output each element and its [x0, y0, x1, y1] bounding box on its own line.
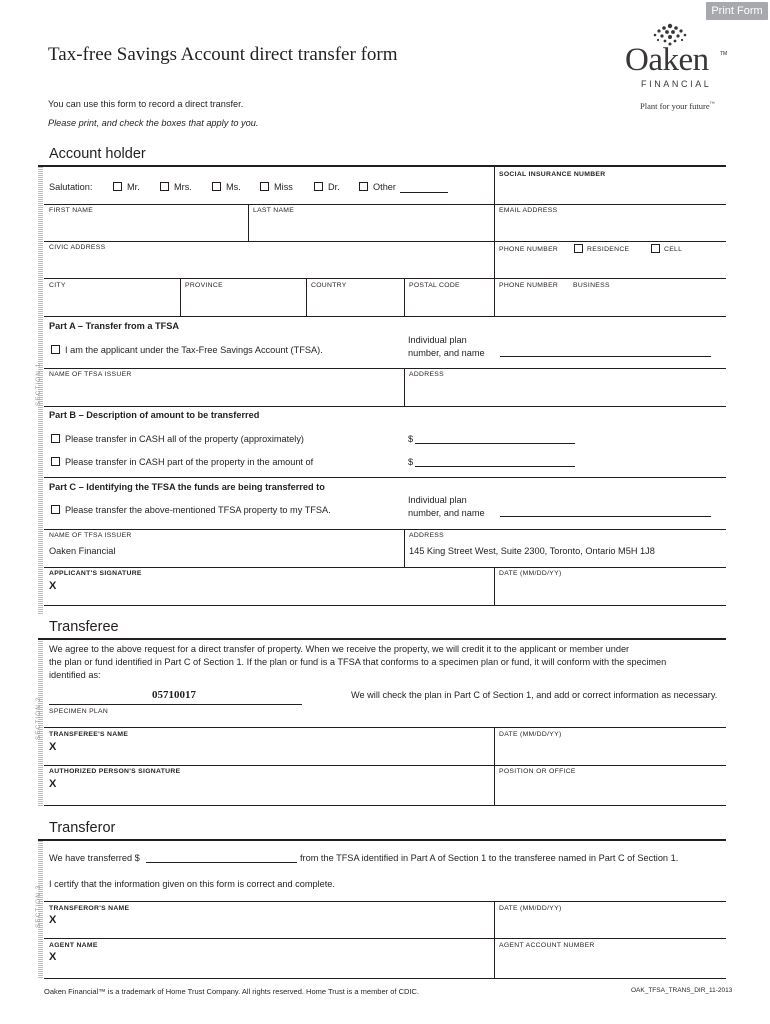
part-a-check-label: I am the applicant under the Tax-Free Savings Account (TFSA).: [65, 345, 323, 355]
divider: [44, 241, 726, 242]
transferor-heading: Transferor: [49, 820, 116, 836]
part-a-title: Part A – Transfer from a TFSA: [49, 321, 180, 331]
salutation-label: Salutation:: [49, 182, 93, 192]
divider: [44, 567, 726, 568]
section-2-side-label: SECTION 2: [35, 696, 42, 740]
issuer-address-field[interactable]: [409, 380, 725, 404]
transferee-date-field[interactable]: [499, 740, 725, 764]
part-b-all-checkbox[interactable]: [51, 434, 60, 443]
salutation-dr-label: Dr.: [328, 182, 340, 192]
position-field[interactable]: [499, 777, 725, 801]
divider: [180, 278, 181, 316]
first-name-label: FIRST NAME: [49, 207, 94, 214]
dollar-sign: $: [408, 434, 414, 444]
agent-account-label: AGENT ACCOUNT NUMBER: [499, 942, 595, 949]
divider: [44, 805, 726, 806]
divider: [44, 605, 726, 606]
email-label: EMAIL ADDRESS: [499, 207, 558, 214]
transferee-name-field[interactable]: [62, 740, 490, 764]
issuer-address-label-2: ADDRESS: [409, 532, 444, 539]
certify-statement: I certify that the information given on this form is correct and complete.: [49, 879, 335, 889]
salutation-mrs-checkbox[interactable]: [160, 182, 169, 191]
signature-x-mark: X: [49, 741, 57, 753]
divider: [44, 901, 726, 902]
part-c-checkbox[interactable]: [51, 505, 60, 514]
section-rule: [38, 638, 726, 640]
divider: [404, 368, 405, 406]
divider: [44, 477, 726, 478]
divider: [494, 241, 495, 278]
divider: [494, 204, 495, 241]
transferred-amount-field[interactable]: [146, 862, 297, 863]
transferred-post-label: from the TFSA identified in Part A of Section 1 to the transferee named in Part C of Section 1.: [300, 853, 679, 863]
position-label: POSITION OR OFFICE: [499, 768, 576, 775]
page-title: Tax-free Savings Account direct transfer form: [48, 44, 398, 65]
divider: [494, 727, 495, 805]
last-name-field[interactable]: [253, 216, 491, 240]
specimen-plan-underline: [49, 704, 302, 705]
business-label: BUSINESS: [573, 282, 610, 289]
divider: [44, 529, 726, 530]
applicant-signature-label: APPLICANT'S SIGNATURE: [49, 570, 142, 577]
transferee-paragraph-1: We agree to the above request for a direct transfer of property. When we receive the property, we will credit it to the applicant or member under: [49, 644, 630, 654]
tfsa-issuer-label-2: NAME OF TFSA ISSUER: [49, 532, 132, 539]
intro-line: You can use this form to record a direct transfer.: [48, 99, 244, 109]
specimen-plan-value[interactable]: 05710017: [152, 689, 196, 701]
transferee-name-label: TRANSFEREE'S NAME: [49, 731, 129, 738]
date-label: DATE (MM/DD/YY): [499, 905, 562, 912]
section-rule: [38, 839, 726, 841]
signature-x-mark: X: [49, 778, 57, 790]
postal-code-label: POSTAL CODE: [409, 282, 460, 289]
section-1-side-label: SECTION 1: [35, 362, 42, 406]
specimen-plan-label: SPECIMEN PLAN: [49, 708, 109, 715]
tfsa-issuer-value: Oaken Financial: [49, 546, 116, 556]
salutation-mr-checkbox[interactable]: [113, 182, 122, 191]
logo-subtitle: FINANCIAL: [641, 79, 712, 89]
salutation-mrs-label: Mrs.: [174, 182, 192, 192]
divider: [494, 567, 495, 605]
issuer-address-value: 145 King Street West, Suite 2300, Toronto, Ontario M5H 1J8: [409, 546, 655, 556]
email-field[interactable]: [499, 216, 725, 240]
sin-field[interactable]: [499, 180, 725, 204]
country-field[interactable]: [311, 291, 401, 315]
signature-x-mark: X: [49, 914, 57, 926]
signature-x-mark: X: [49, 580, 57, 592]
plan-label-line2: number, and name: [408, 348, 485, 358]
province-field[interactable]: [185, 291, 303, 315]
residence-label: RESIDENCE: [587, 246, 630, 253]
sin-label: SOCIAL INSURANCE NUMBER: [499, 171, 606, 178]
province-label: PROVINCE: [185, 282, 223, 289]
part-a-checkbox[interactable]: [51, 345, 60, 354]
tfsa-issuer-field[interactable]: [49, 380, 401, 404]
authorized-signature-label: AUTHORIZED PERSON'S SIGNATURE: [49, 768, 181, 775]
divider: [44, 938, 726, 939]
salutation-dr-checkbox[interactable]: [314, 182, 323, 191]
salutation-mr-label: Mr.: [127, 182, 140, 192]
first-name-field[interactable]: [49, 216, 245, 240]
salutation-other-label: Other: [373, 182, 396, 192]
agent-name-field[interactable]: [62, 950, 490, 974]
salutation-ms-checkbox[interactable]: [212, 182, 221, 191]
plan-label-line1: Individual plan: [408, 495, 467, 505]
divider: [248, 204, 249, 241]
city-label: CITY: [49, 282, 66, 289]
divider: [494, 901, 495, 978]
divider: [494, 167, 495, 205]
transferor-date-field[interactable]: [499, 914, 725, 938]
salutation-other-field[interactable]: [400, 192, 448, 193]
salutation-ms-label: Ms.: [226, 182, 241, 192]
logo-tagline: Plant for your future™: [640, 101, 715, 111]
part-b-part-label: Please transfer in CASH part of the property in the amount of: [65, 457, 314, 467]
divider: [44, 278, 726, 279]
section-3-side-label: SECTION 3: [35, 884, 42, 928]
logo-tm: TM: [720, 51, 728, 57]
city-field[interactable]: [49, 291, 177, 315]
agent-account-field[interactable]: [499, 951, 725, 975]
residence-checkbox[interactable]: [574, 244, 583, 253]
applicant-date-field[interactable]: [499, 579, 725, 603]
account-holder-heading: Account holder: [49, 146, 146, 162]
part-b-all-amount-field[interactable]: [415, 443, 575, 444]
part-b-part-checkbox[interactable]: [51, 457, 60, 466]
part-b-all-label: Please transfer in CASH all of the property (approximately): [65, 434, 304, 444]
salutation-other-checkbox[interactable]: [359, 182, 368, 191]
part-b-title: Part B – Description of amount to be transferred: [49, 410, 260, 420]
phone-number-label: PHONE NUMBER: [499, 246, 559, 253]
divider: [44, 727, 726, 728]
divider: [44, 316, 726, 317]
cell-label: CELL: [664, 246, 683, 253]
part-b-part-amount-field[interactable]: [415, 466, 575, 467]
part-a-plan-field[interactable]: [500, 356, 711, 357]
dollar-sign: $: [408, 457, 414, 467]
signature-x-mark: X: [49, 951, 57, 963]
part-c-plan-field[interactable]: [500, 516, 711, 517]
section-rule: [38, 165, 726, 167]
part-c-check-label: Please transfer the above-mentioned TFSA property to my TFSA.: [65, 505, 331, 515]
transferred-pre-label: We have transferred $: [49, 853, 140, 863]
salutation-miss-checkbox[interactable]: [260, 182, 269, 191]
postal-code-field[interactable]: [409, 291, 491, 315]
divider: [44, 406, 726, 407]
agent-name-label: AGENT NAME: [49, 942, 98, 949]
divider: [44, 978, 726, 979]
issuer-address-label: ADDRESS: [409, 371, 444, 378]
divider: [306, 278, 307, 316]
logo-wordmark: Oaken: [625, 42, 709, 78]
intro-instruction: Please print, and check the boxes that apply to you.: [48, 118, 259, 128]
country-label: COUNTRY: [311, 282, 347, 289]
check-plan-note: We will check the plan in Part C of Section 1, and add or correct information as necessary.: [351, 690, 718, 700]
transferee-heading: Transferee: [49, 619, 119, 635]
print-form-button[interactable]: Print Form: [706, 2, 768, 20]
footer-trademark: Oaken Financial™ is a trademark of Home Trust Company. All rights reserved. Home Trust is a member of CDIC.: [44, 987, 419, 996]
footer-form-code: OAK_TFSA_TRANS_DIR_11-2013: [631, 987, 733, 994]
divider: [44, 765, 726, 766]
applicant-signature-field[interactable]: [62, 579, 490, 603]
divider: [404, 278, 405, 316]
transferor-name-label: TRANSFEROR'S NAME: [49, 905, 130, 912]
tfsa-issuer-label: NAME OF TFSA ISSUER: [49, 371, 132, 378]
divider: [44, 368, 726, 369]
cell-checkbox[interactable]: [651, 244, 660, 253]
phone-number-label-2: PHONE NUMBER: [499, 282, 559, 289]
last-name-label: LAST NAME: [253, 207, 295, 214]
date-label: DATE (MM/DD/YY): [499, 731, 562, 738]
plan-label-line2: number, and name: [408, 508, 485, 518]
transferee-paragraph-2: the plan or fund identified in Part C of Section 1. If the plan or fund is a TFSA that conforms to a specimen plan or fund, it will conform with the specimen: [49, 657, 667, 667]
transferee-paragraph-3: identified as:: [49, 670, 101, 680]
salutation-miss-label: Miss: [274, 182, 293, 192]
transferor-name-field[interactable]: [62, 913, 490, 937]
divider: [494, 278, 495, 316]
civic-address-label: CIVIC ADDRESS: [49, 244, 106, 251]
plan-label-line1: Individual plan: [408, 335, 467, 345]
date-label: DATE (MM/DD/YY): [499, 570, 562, 577]
divider: [44, 204, 726, 205]
divider: [404, 529, 405, 567]
civic-address-field[interactable]: [49, 253, 491, 277]
part-c-title: Part C – Identifying the TFSA the funds are being transferred to: [49, 482, 325, 492]
authorized-signature-field[interactable]: [62, 777, 490, 801]
